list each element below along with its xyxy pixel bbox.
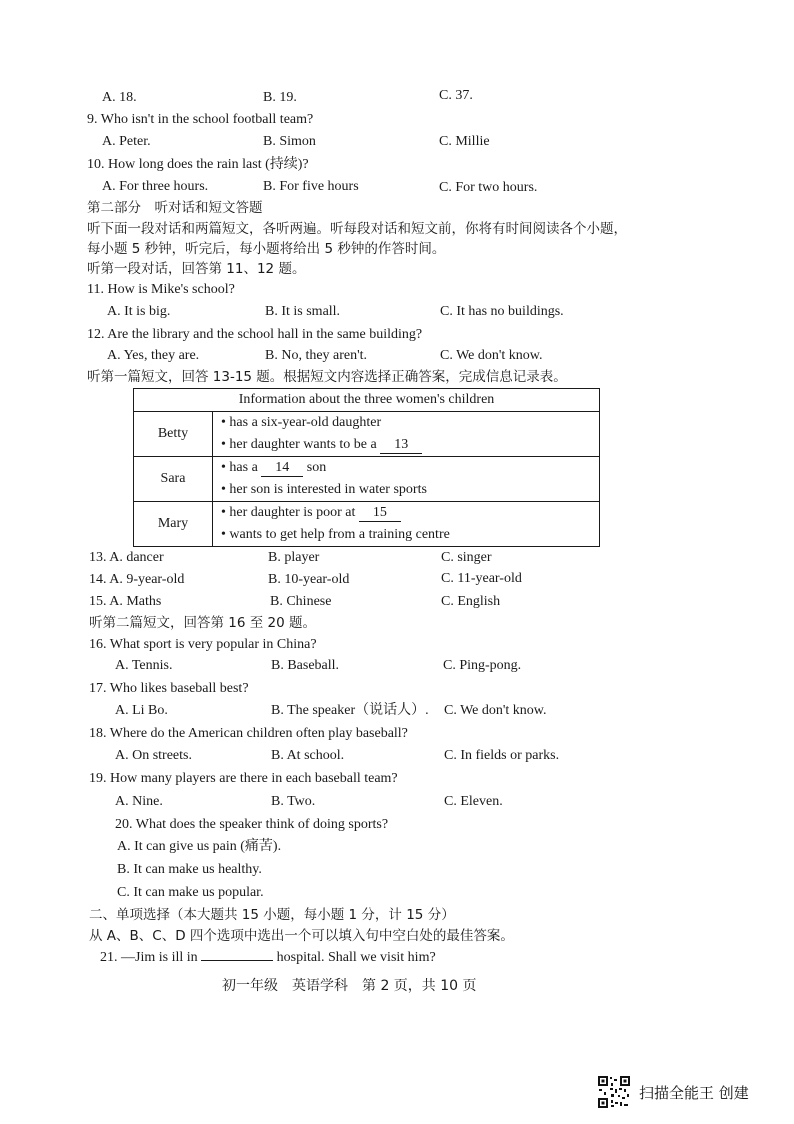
q21-after: hospital. Shall we visit him? bbox=[276, 950, 436, 965]
q17-option-b: B. The speaker（说话人）. bbox=[271, 703, 429, 718]
q17-stem: 17. Who likes baseball best? bbox=[89, 681, 249, 696]
q18-option-c: C. In fields or parks. bbox=[444, 748, 560, 763]
mary-line-1 bbox=[221, 502, 599, 524]
q10-option-b: B. For five hours bbox=[263, 179, 359, 194]
row-name-sara: Sara bbox=[134, 457, 213, 502]
q12-stem: 12. Are the library and the school hall in the same building? bbox=[87, 327, 423, 342]
q14-option-a: 14. A. 9-year-old bbox=[89, 572, 185, 587]
q16-option-b: B. Baseball. bbox=[271, 658, 340, 673]
betty-line-2-text: • her daughter wants to be a bbox=[221, 437, 377, 452]
q21-before: 21. —Jim is ill in bbox=[100, 950, 198, 965]
part2-instruction-1: 听下面一段对话和两篇短文，各听两遍。听每段对话和短文前，你将有时间阅读各个小题， bbox=[87, 221, 627, 237]
q10-stem: 10. How long does the rain last (持续)? bbox=[87, 157, 309, 172]
q15-option-a: 15. A. Maths bbox=[89, 594, 162, 609]
row-name-betty: Betty bbox=[134, 412, 213, 457]
blank-13[interactable]: 13 bbox=[380, 437, 422, 454]
table-row bbox=[134, 502, 600, 547]
q11-option-b: B. It is small. bbox=[265, 304, 341, 319]
q14-option-b: B. 10-year-old bbox=[268, 572, 350, 587]
q9-option-a: A. Peter. bbox=[102, 134, 151, 149]
part2-instruction-2: 每小题 5 秒钟，听完后，每小题将给出 5 秒钟的作答时间。 bbox=[87, 241, 446, 257]
passage2-instruction: 听第二篇短文，回答第 16 至 20 题。 bbox=[89, 615, 317, 631]
q10-option-c: C. For two hours. bbox=[439, 180, 538, 195]
sara-line-2: • her son is interested in water sports bbox=[221, 482, 427, 497]
q8-option-a: A. 18. bbox=[102, 90, 137, 105]
q11-stem: 11. How is Mike's school? bbox=[87, 282, 235, 297]
q20-stem: 20. What does the speaker think of doing sports? bbox=[115, 817, 389, 832]
mary-line-2: • wants to get help from a training centre bbox=[221, 527, 450, 542]
q13-option-b: B. player bbox=[268, 550, 320, 565]
qr-code-icon bbox=[597, 1075, 631, 1109]
q20-option-c: C. It can make us popular. bbox=[117, 885, 264, 900]
q19-option-b: B. Two. bbox=[271, 794, 316, 809]
q15-option-b: B. Chinese bbox=[270, 594, 332, 609]
q12-option-b: B. No, they aren't. bbox=[265, 348, 368, 363]
table-row bbox=[134, 457, 600, 502]
passage1-instruction: 听第一篇短文，回答 13-15 题。根据短文内容选择正确答案，完成信息记录表。 bbox=[87, 369, 567, 385]
q9-stem: 9. Who isn't in the school football team? bbox=[87, 112, 314, 127]
q8-option-c: C. 37. bbox=[439, 88, 473, 103]
q18-stem: 18. Where do the American children often play baseball? bbox=[89, 726, 408, 741]
q9-option-b: B. Simon bbox=[263, 134, 316, 149]
q21-stem bbox=[100, 946, 436, 968]
q12-option-a: A. Yes, they are. bbox=[107, 348, 200, 363]
q12-option-c: C. We don't know. bbox=[440, 348, 543, 363]
q18-option-a: A. On streets. bbox=[115, 748, 192, 763]
q18-option-b: B. At school. bbox=[271, 748, 345, 763]
sara-line-1-post: son bbox=[306, 460, 327, 475]
q17-option-c: C. We don't know. bbox=[444, 703, 547, 718]
q15-option-c: C. English bbox=[441, 594, 501, 609]
watermark-text: 扫描全能王 创建 bbox=[639, 1084, 749, 1102]
q20-option-b: B. It can make us healthy. bbox=[117, 862, 262, 877]
betty-line-2 bbox=[221, 434, 599, 456]
q11-option-c: C. It has no buildings. bbox=[440, 304, 564, 319]
info-table-header: Information about the three women's children bbox=[134, 389, 600, 412]
q19-option-a: A. Nine. bbox=[115, 794, 163, 809]
q20-option-a: A. It can give us pain (痛苦). bbox=[117, 839, 282, 854]
q14-option-c: C. 11-year-old bbox=[441, 571, 522, 586]
mary-line-1-text: • her daughter is poor at bbox=[221, 505, 356, 520]
q16-stem: 16. What sport is very popular in China? bbox=[89, 637, 317, 652]
q10-option-a: A. For three hours. bbox=[102, 179, 209, 194]
q16-option-a: A. Tennis. bbox=[115, 658, 173, 673]
section2-title: 二、单项选择（本大题共 15 小题，每小题 1 分，计 15 分） bbox=[89, 907, 455, 923]
q8-option-b: B. 19. bbox=[263, 90, 297, 105]
q13-option-a: 13. A. dancer bbox=[89, 550, 164, 565]
q21-blank[interactable] bbox=[201, 946, 273, 961]
page-footer: 初一年级 英语学科 第 2 页，共 10 页 bbox=[222, 978, 477, 994]
blank-15[interactable]: 15 bbox=[359, 505, 401, 522]
q9-option-c: C. Millie bbox=[439, 134, 490, 149]
part2-title: 第二部分 听对话和短文答题 bbox=[87, 200, 263, 216]
blank-14[interactable]: 14 bbox=[261, 460, 303, 477]
q16-option-c: C. Ping-pong. bbox=[443, 658, 522, 673]
q13-option-c: C. singer bbox=[441, 550, 492, 565]
q19-option-c: C. Eleven. bbox=[444, 794, 503, 809]
q17-option-a: A. Li Bo. bbox=[115, 703, 168, 718]
table-row bbox=[134, 412, 600, 457]
section2-instruction: 从 A、B、C、D 四个选项中选出一个可以填入句中空白处的最佳答案。 bbox=[89, 928, 514, 944]
dialog-instruction: 听第一段对话，回答第 11、12 题。 bbox=[87, 261, 306, 277]
q19-stem: 19. How many players are there in each baseball team? bbox=[89, 771, 398, 786]
betty-line-1: • has a six-year-old daughter bbox=[221, 415, 382, 430]
row-name-mary: Mary bbox=[134, 502, 213, 547]
q11-option-a: A. It is big. bbox=[107, 304, 171, 319]
sara-line-1 bbox=[221, 457, 599, 479]
sara-line-1-pre: • has a bbox=[221, 460, 258, 475]
info-table bbox=[133, 388, 600, 547]
